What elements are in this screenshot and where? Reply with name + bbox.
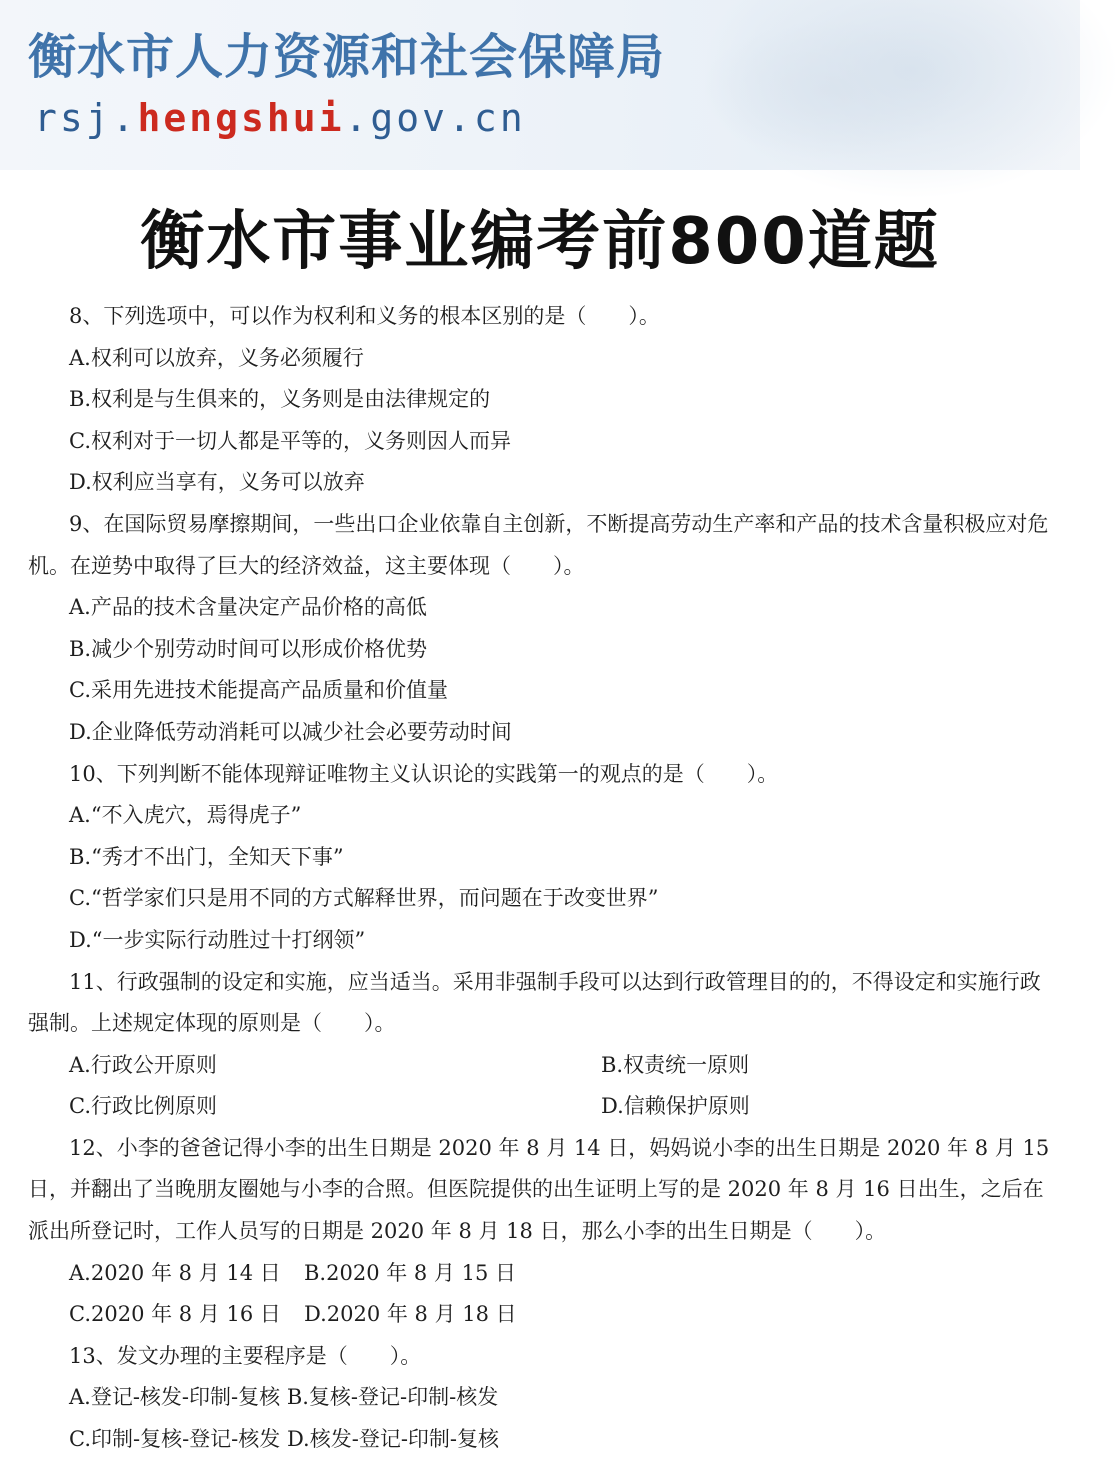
option-d: D.“一步实际行动胜过十打纲领” [69,927,366,952]
option-c: C.2020 年 8 月 16 日 [69,1302,281,1327]
option-c: C.权利对于一切人都是平等的，义务则因人而异 [69,428,511,453]
option-a: A.登记-核发-印制-复核 [69,1385,281,1410]
question-list [28,296,1058,1452]
option-c: C.印制-复核-登记-核发 [69,1427,281,1452]
org-name: 衡水市人力资源和社会保障局 [28,29,666,85]
question-stem: 10、下列判断不能体现辩证唯物主义认识论的实践第一的观点的是（ ）。 [69,761,779,786]
option-b: B.权利是与生俱来的，义务则是由法律规定的 [69,387,491,412]
option-c: C.行政比例原则 [69,1094,217,1119]
option-row [28,1253,1058,1295]
option-b: B.“秀才不出门，全知天下事” [69,844,344,869]
option-row [28,1294,1058,1336]
option-row [28,1086,1058,1128]
question-stem: 12、小李的爸爸记得小李的出生日期是 2020 年 8 月 14 日，妈妈说小李的出生日期是 2020 年 8 月 15 日，并翻出了当晚朋友圈她与小李的合照。但医院提供的出生证明上写的是 2020 年 8 月 16 日出生，之后在派出所登记时，工作人员写的日期是 2020 年 8 月 18 日，那么小李的出生日期是（ ）。 [28,1135,1050,1244]
option-b: B.2020 年 8 月 15 日 [304,1260,517,1285]
url-suffix: .gov.cn [344,96,526,140]
option-row [28,1045,1058,1087]
option-a: A.行政公开原则 [69,1052,217,1077]
url-prefix: rsj. [34,96,138,140]
option-a: A.产品的技术含量决定产品价格的高低 [69,595,427,620]
option-d: D.权利应当享有，义务可以放弃 [69,470,365,495]
header-banner [0,0,1080,170]
option-a: A.权利可以放弃，义务必须履行 [69,345,364,370]
option-b: B.减少个别劳动时间可以形成价格优势 [69,636,428,661]
option-b: B.权责统一原则 [601,1052,750,1077]
option-a: A.2020 年 8 月 14 日 [69,1260,281,1285]
option-d: D.核发-登记-印制-复核 [286,1427,500,1452]
option-a: A.“不入虎穴，焉得虎子” [69,803,302,828]
option-c: C.采用先进技术能提高产品质量和价值量 [69,678,448,703]
option-d: D.信赖保护原则 [601,1094,750,1119]
option-c: C.“哲学家们只是用不同的方式解释世界，而问题在于改变世界” [69,886,659,911]
org-url [34,96,526,140]
option-d: D.2020 年 8 月 18 日 [304,1302,517,1327]
option-d: D.企业降低劳动消耗可以减少社会必要劳动时间 [69,719,512,744]
question-stem: 9、在国际贸易摩擦期间，一些出口企业依靠自主创新，不断提高劳动生产率和产品的技术含量积极应对危机。在逆势中取得了巨大的经济效益，这主要体现（ ）。 [28,511,1049,578]
page-title: 衡水市事业编考前800道题 [140,205,940,279]
url-highlight: hengshui [137,96,345,140]
option-b: B.复核-登记-印制-核发 [286,1385,499,1410]
option-row [28,1377,1058,1419]
banner-decoration [700,20,960,160]
question-stem: 13、发文办理的主要程序是（ ）。 [69,1343,422,1368]
question-stem: 11、行政强制的设定和实施，应当适当。采用非强制手段可以达到行政管理目的的，不得设定和实施行政强制。上述规定体现的原则是（ ）。 [28,969,1041,1036]
question-stem: 8、下列选项中，可以作为权利和义务的根本区别的是（ ）。 [69,304,660,328]
option-row [28,1419,1058,1452]
